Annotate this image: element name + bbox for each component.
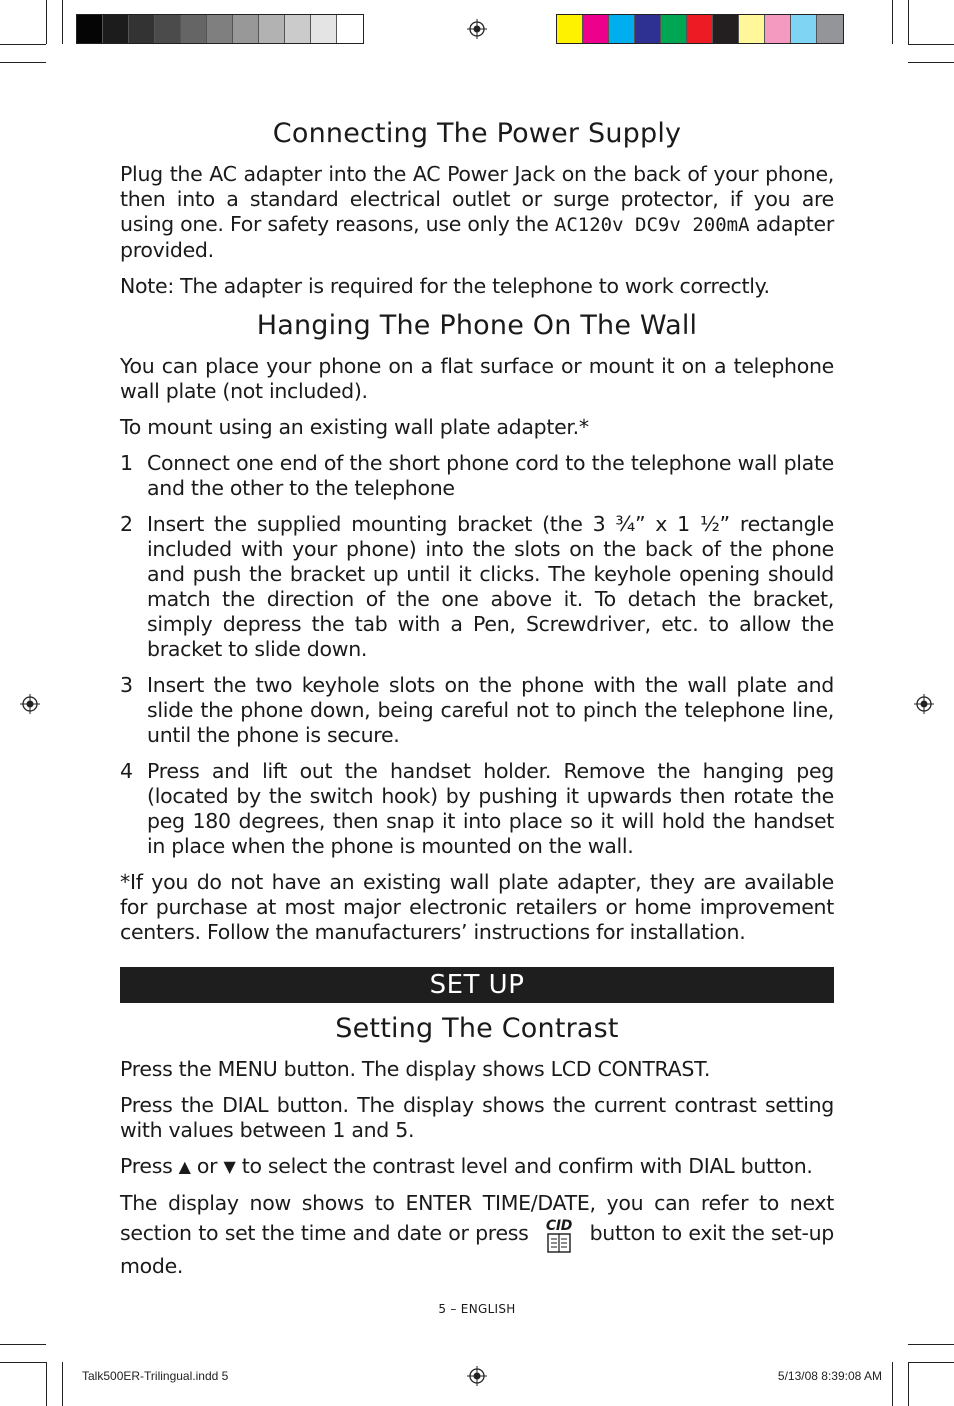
color-swatch bbox=[661, 15, 687, 43]
color-swatch bbox=[635, 15, 661, 43]
mount-step bbox=[120, 759, 834, 859]
color-swatch bbox=[181, 15, 207, 43]
mount-step bbox=[120, 451, 834, 501]
step-text: Insert the supplied mounting bracket (the 3 ¾” x 1 ½” rectangle included with your phone) into the slots on the back of the phone and push the bracket up until it clicks. The keyhole opening should match the direction of the one above it. To detach the bracket, simply depress the tab with a Pen, Screwdriver, etc. to allow the bracket to slide down. bbox=[147, 512, 834, 661]
color-swatch bbox=[713, 15, 739, 43]
power-supply-heading: Connecting The Power Supply bbox=[272, 118, 682, 149]
color-swatch bbox=[259, 15, 285, 43]
select-text-b: to select the contrast level and confirm with DIAL button. bbox=[235, 1154, 813, 1178]
step-text: Connect one end of the short phone cord to the telephone wall plate and the other to the telephone bbox=[147, 451, 834, 500]
step-text: Insert the two keyhole slots on the phone with the wall plate and slide the phone down, being careful not to pinch the telephone line, until the phone is secure. bbox=[147, 673, 834, 747]
color-swatch bbox=[609, 15, 635, 43]
page-content bbox=[120, 116, 834, 1290]
crop-mark bbox=[46, 1362, 47, 1406]
contrast-step-menu: Press the MENU button. The display shows LCD CONTRAST. bbox=[120, 1057, 711, 1081]
contrast-step-select bbox=[120, 1154, 834, 1180]
crop-mark bbox=[908, 62, 954, 63]
step-number: 1 bbox=[120, 451, 133, 475]
mount-steps-list bbox=[120, 451, 834, 859]
select-text-or: or bbox=[190, 1154, 224, 1178]
color-swatch bbox=[817, 15, 843, 43]
wall-mount-intro: You can place your phone on a flat surface or mount it on a telephone wall plate (not included). bbox=[120, 354, 834, 403]
color-swatch bbox=[337, 15, 363, 43]
crop-mark bbox=[908, 44, 954, 45]
crop-mark bbox=[0, 1344, 46, 1345]
color-swatch bbox=[129, 15, 155, 43]
step-number: 4 bbox=[120, 759, 133, 783]
crop-mark bbox=[908, 0, 909, 44]
contrast-heading: Setting The Contrast bbox=[335, 1013, 619, 1044]
color-swatch bbox=[155, 15, 181, 43]
wall-mount-instruction: To mount using an existing wall plate adapter.* bbox=[120, 415, 589, 439]
color-swatch bbox=[285, 15, 311, 43]
crop-mark bbox=[908, 1362, 909, 1406]
page-footer: 5 – ENGLISH bbox=[438, 1302, 516, 1316]
date-slug: 5/13/08 8:39:08 AM bbox=[777, 1369, 882, 1383]
color-swatch bbox=[207, 15, 233, 43]
registration-mark-icon bbox=[20, 694, 40, 714]
crop-mark bbox=[908, 1362, 954, 1363]
exit-text-a: The display now shows to ENTER TIME/DATE, you can refer to next section to set the time and date or press bbox=[120, 1191, 834, 1245]
color-swatch bbox=[687, 15, 713, 43]
wall-mount-heading: Hanging The Phone On The Wall bbox=[256, 310, 698, 341]
step-text: Press and lift out the handset holder. Remove the hanging peg (located by the switch hook) by pushing it upwards then rotate the peg 180 degrees, then snap it into place so it will hold the handset in place when the phone is mounted on the wall. bbox=[147, 759, 834, 858]
registration-mark-icon bbox=[467, 19, 487, 39]
color-swatch bbox=[739, 15, 765, 43]
crop-mark bbox=[0, 62, 46, 63]
crop-mark bbox=[0, 44, 46, 45]
power-supply-paragraph bbox=[120, 162, 834, 263]
file-slug: Talk500ER-Trilingual.indd 5 bbox=[82, 1369, 229, 1383]
crop-mark bbox=[892, 1362, 893, 1406]
crop-mark bbox=[62, 1362, 63, 1406]
cid-label: CID bbox=[545, 1218, 573, 1234]
up-arrow-icon: ▲ bbox=[178, 1157, 191, 1176]
exit-text-b: button to exit the set-up mode. bbox=[120, 1221, 834, 1278]
wall-plate-footnote: *If you do not have an existing wall plate adapter, they are available for purchase at most major electronic retailers or home improvement centers. Follow the manufacturers’ instructions for installation. bbox=[120, 870, 834, 944]
contrast-step-dial: Press the DIAL button. The display shows the current contrast setting with values between 1 and 5. bbox=[120, 1093, 834, 1142]
cid-phonebook-icon bbox=[539, 1216, 579, 1254]
setup-banner: SET UP bbox=[120, 967, 834, 1003]
crop-mark bbox=[892, 0, 893, 44]
registration-mark-icon bbox=[914, 694, 934, 714]
grayscale-color-bar bbox=[76, 14, 364, 44]
mount-step bbox=[120, 673, 834, 748]
color-swatch bbox=[765, 15, 791, 43]
contrast-step-exit bbox=[120, 1191, 834, 1279]
crop-mark bbox=[0, 1362, 46, 1363]
registration-mark-icon bbox=[467, 1366, 487, 1386]
step-number: 3 bbox=[120, 673, 133, 697]
crop-mark bbox=[62, 0, 63, 44]
mount-step bbox=[120, 512, 834, 662]
color-swatch bbox=[557, 15, 583, 43]
color-swatch bbox=[583, 15, 609, 43]
crop-mark bbox=[46, 0, 47, 44]
color-swatch bbox=[233, 15, 259, 43]
color-swatch bbox=[311, 15, 337, 43]
crop-mark bbox=[908, 1344, 954, 1345]
adapter-note: Note: The adapter is required for the telephone to work correctly. bbox=[120, 274, 770, 298]
process-color-bar bbox=[556, 14, 844, 44]
color-swatch bbox=[791, 15, 817, 43]
adapter-spec: AC120v DC9v 200mA bbox=[554, 214, 750, 236]
power-text-b: adapter provided. bbox=[120, 212, 834, 262]
select-text-a: Press bbox=[120, 1154, 179, 1178]
power-text-a: Plug the AC adapter into the AC Power Jack on the back of your phone, then into a standard electrical outlet or surge protector, if you are using one. For safety reasons, use only the bbox=[120, 162, 834, 236]
color-swatch bbox=[103, 15, 129, 43]
color-swatch bbox=[77, 15, 103, 43]
step-number: 2 bbox=[120, 512, 133, 536]
down-arrow-icon: ▼ bbox=[223, 1157, 236, 1176]
